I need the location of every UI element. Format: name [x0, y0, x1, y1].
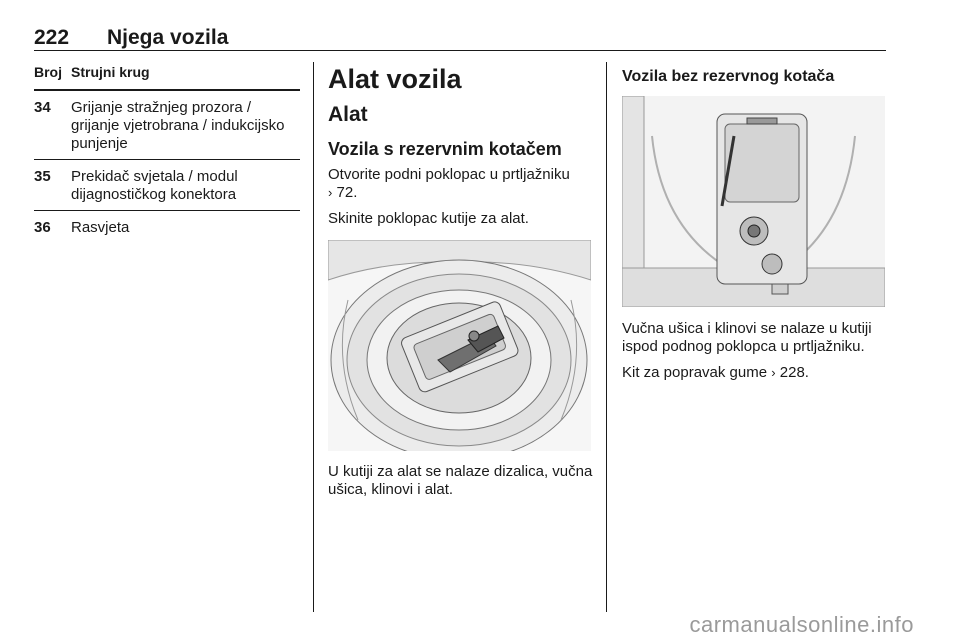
fuse-number: 36	[34, 219, 51, 236]
caption-towing-eye: Vučna ušica i klinovi se nalaze u kutiji ispod podnog poklopca u prtljažniku.	[622, 320, 872, 355]
column-circuit-header: Strujni krug	[71, 64, 150, 80]
tools-column	[328, 62, 594, 228]
table-row	[34, 160, 300, 211]
subsection-title: Alat	[328, 103, 368, 126]
table-row	[34, 91, 300, 160]
page-reference-icon: ›	[771, 365, 776, 380]
page-header	[34, 0, 886, 51]
column-divider	[313, 62, 314, 612]
spare-wheel-toolbox-illustration	[328, 240, 591, 451]
paragraph-text: Kit za popravak gume	[622, 364, 768, 381]
fuse-number: 34	[34, 99, 51, 116]
table-row	[34, 211, 300, 243]
column-number-header: Broj	[34, 64, 62, 80]
chapter-title: Njega vozila	[107, 26, 229, 49]
no-spare-toolbox-illustration	[622, 96, 885, 307]
paragraph-text: Otvorite podni poklopac u prtljažniku	[328, 166, 570, 183]
page-number: 222	[34, 26, 70, 49]
watermark[interactable]: carmanualsonline.info	[689, 612, 914, 637]
caption-block	[328, 463, 594, 499]
heading-spare-wheel: Vozila s rezervnim kotačem	[328, 139, 562, 159]
paragraph-tyre-repair-kit	[622, 364, 886, 382]
page-reference[interactable]: 72.	[332, 184, 358, 201]
fuse-number: 35	[34, 168, 51, 185]
page-reference[interactable]: 228.	[775, 364, 809, 381]
heading-no-spare-wheel: Vozila bez rezervnog kotača	[622, 68, 835, 85]
fuse-circuit: Prekidač svjetala / modul dijagnostičkog konektora	[71, 168, 238, 203]
column-divider	[606, 62, 607, 612]
paragraph-open-floor-cover	[328, 166, 594, 202]
section-title: Alat vozila	[328, 64, 462, 94]
fuse-circuit: Rasvjeta	[71, 219, 130, 236]
caption-block	[622, 320, 886, 382]
no-spare-column	[622, 62, 886, 88]
caption-toolbox-contents: U kutiji za alat se nalaze dizalica, vučna ušica, klinovi i alat.	[328, 463, 593, 498]
fuse-table-header	[34, 64, 300, 91]
paragraph-remove-cover: Skinite poklopac kutije za alat.	[328, 210, 529, 227]
page-reference-icon: ›	[328, 185, 333, 200]
fuse-table	[34, 64, 300, 243]
fuse-circuit: Grijanje stražnjeg prozora / grijanje vjetrobrana / indukcijsko punjenje	[71, 99, 285, 152]
